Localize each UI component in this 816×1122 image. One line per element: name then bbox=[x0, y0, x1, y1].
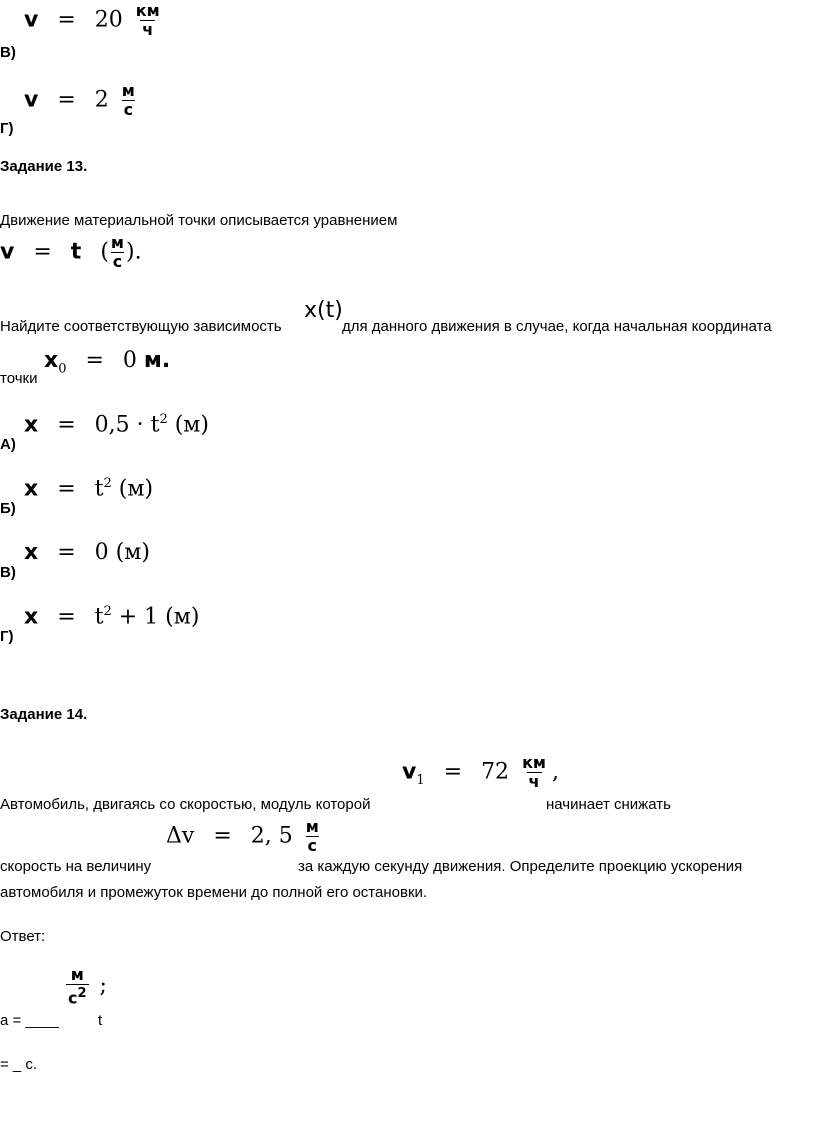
v1-formula: $v_1 = 72$ $\frac{км}{ч}$ , bbox=[402, 753, 559, 791]
option-g2-label: Г) bbox=[0, 628, 14, 645]
task14-line1-a: Автомобиль, двигаясь со скоростью, модуль которой bbox=[0, 796, 371, 813]
task13-point-text: точки bbox=[0, 370, 38, 387]
task14-line3: автомобиля и промежуток времени до полной его остановки. bbox=[0, 884, 428, 901]
option-g2-formula: $x = t^2 + 1$ (м) bbox=[24, 604, 200, 630]
option-a-formula: $x = 0,5 \cdot t^2$ (м) bbox=[24, 412, 210, 438]
answer-label: Ответ: bbox=[0, 928, 46, 945]
formula-eq: = bbox=[57, 7, 76, 33]
task13-heading: Задание 13. bbox=[0, 158, 88, 175]
task14-line2-a: скорость на величину bbox=[0, 858, 152, 875]
formula-var: v bbox=[24, 7, 39, 33]
task14-line1-b: начинает снижать bbox=[546, 796, 671, 813]
option-v2-label: В) bbox=[0, 564, 16, 581]
option-g-formula: v = 2 $\frac{м}{с}$ bbox=[24, 81, 135, 119]
option-v-formula bbox=[24, 2, 166, 39]
task13-condition-text: для данного движения в случае, когда начальная координата bbox=[342, 318, 772, 335]
task14-line2-b: за каждую секунду движения. Определите проекцию ускорения bbox=[298, 858, 743, 875]
unit-fraction: $\frac{м}{с^2}$ bbox=[68, 965, 87, 1008]
unit-fraction: $\frac{км}{ч}$ bbox=[522, 753, 546, 791]
option-v-label: В) bbox=[0, 44, 16, 61]
task13-equation: v = t ( $\frac{м}{с}$ ). bbox=[0, 233, 142, 271]
dv-formula: Δv = 2, 5 $\frac{м}{с}$ bbox=[166, 817, 319, 855]
option-b-formula: $x = t^2$ (м) bbox=[24, 476, 154, 502]
t-answer-text: t bbox=[98, 1012, 103, 1029]
formula-value: 20 bbox=[94, 7, 123, 33]
task13-find-text: Найдите соответствующую зависимость bbox=[0, 318, 282, 335]
unit-fraction: $\frac{м}{с}$ bbox=[305, 817, 319, 855]
option-v2-formula: x = 0 (м) bbox=[24, 540, 150, 565]
task14-heading: Задание 14. bbox=[0, 706, 88, 723]
option-b-label: Б) bbox=[0, 500, 16, 517]
option-a-label: А) bbox=[0, 436, 16, 453]
unit-fraction: $\frac{м}{с}$ bbox=[121, 81, 135, 119]
t-answer-line: = _ с. bbox=[0, 1056, 38, 1073]
unit-fraction: $\frac{км}{ч}$ bbox=[135, 1, 160, 39]
a-answer-text: а = ____ bbox=[0, 1012, 59, 1029]
task13-intro: Движение материальной точки описывается уравнением bbox=[0, 212, 398, 229]
xt-formula: x(t) bbox=[304, 298, 343, 323]
unit-fraction: $\frac{м}{с}$ bbox=[110, 233, 124, 271]
option-g-label: Г) bbox=[0, 120, 14, 137]
x0-formula: $x_0 = 0$ м. bbox=[44, 348, 171, 377]
a-unit: $\frac{м}{с^2}$ ; bbox=[68, 965, 107, 1008]
